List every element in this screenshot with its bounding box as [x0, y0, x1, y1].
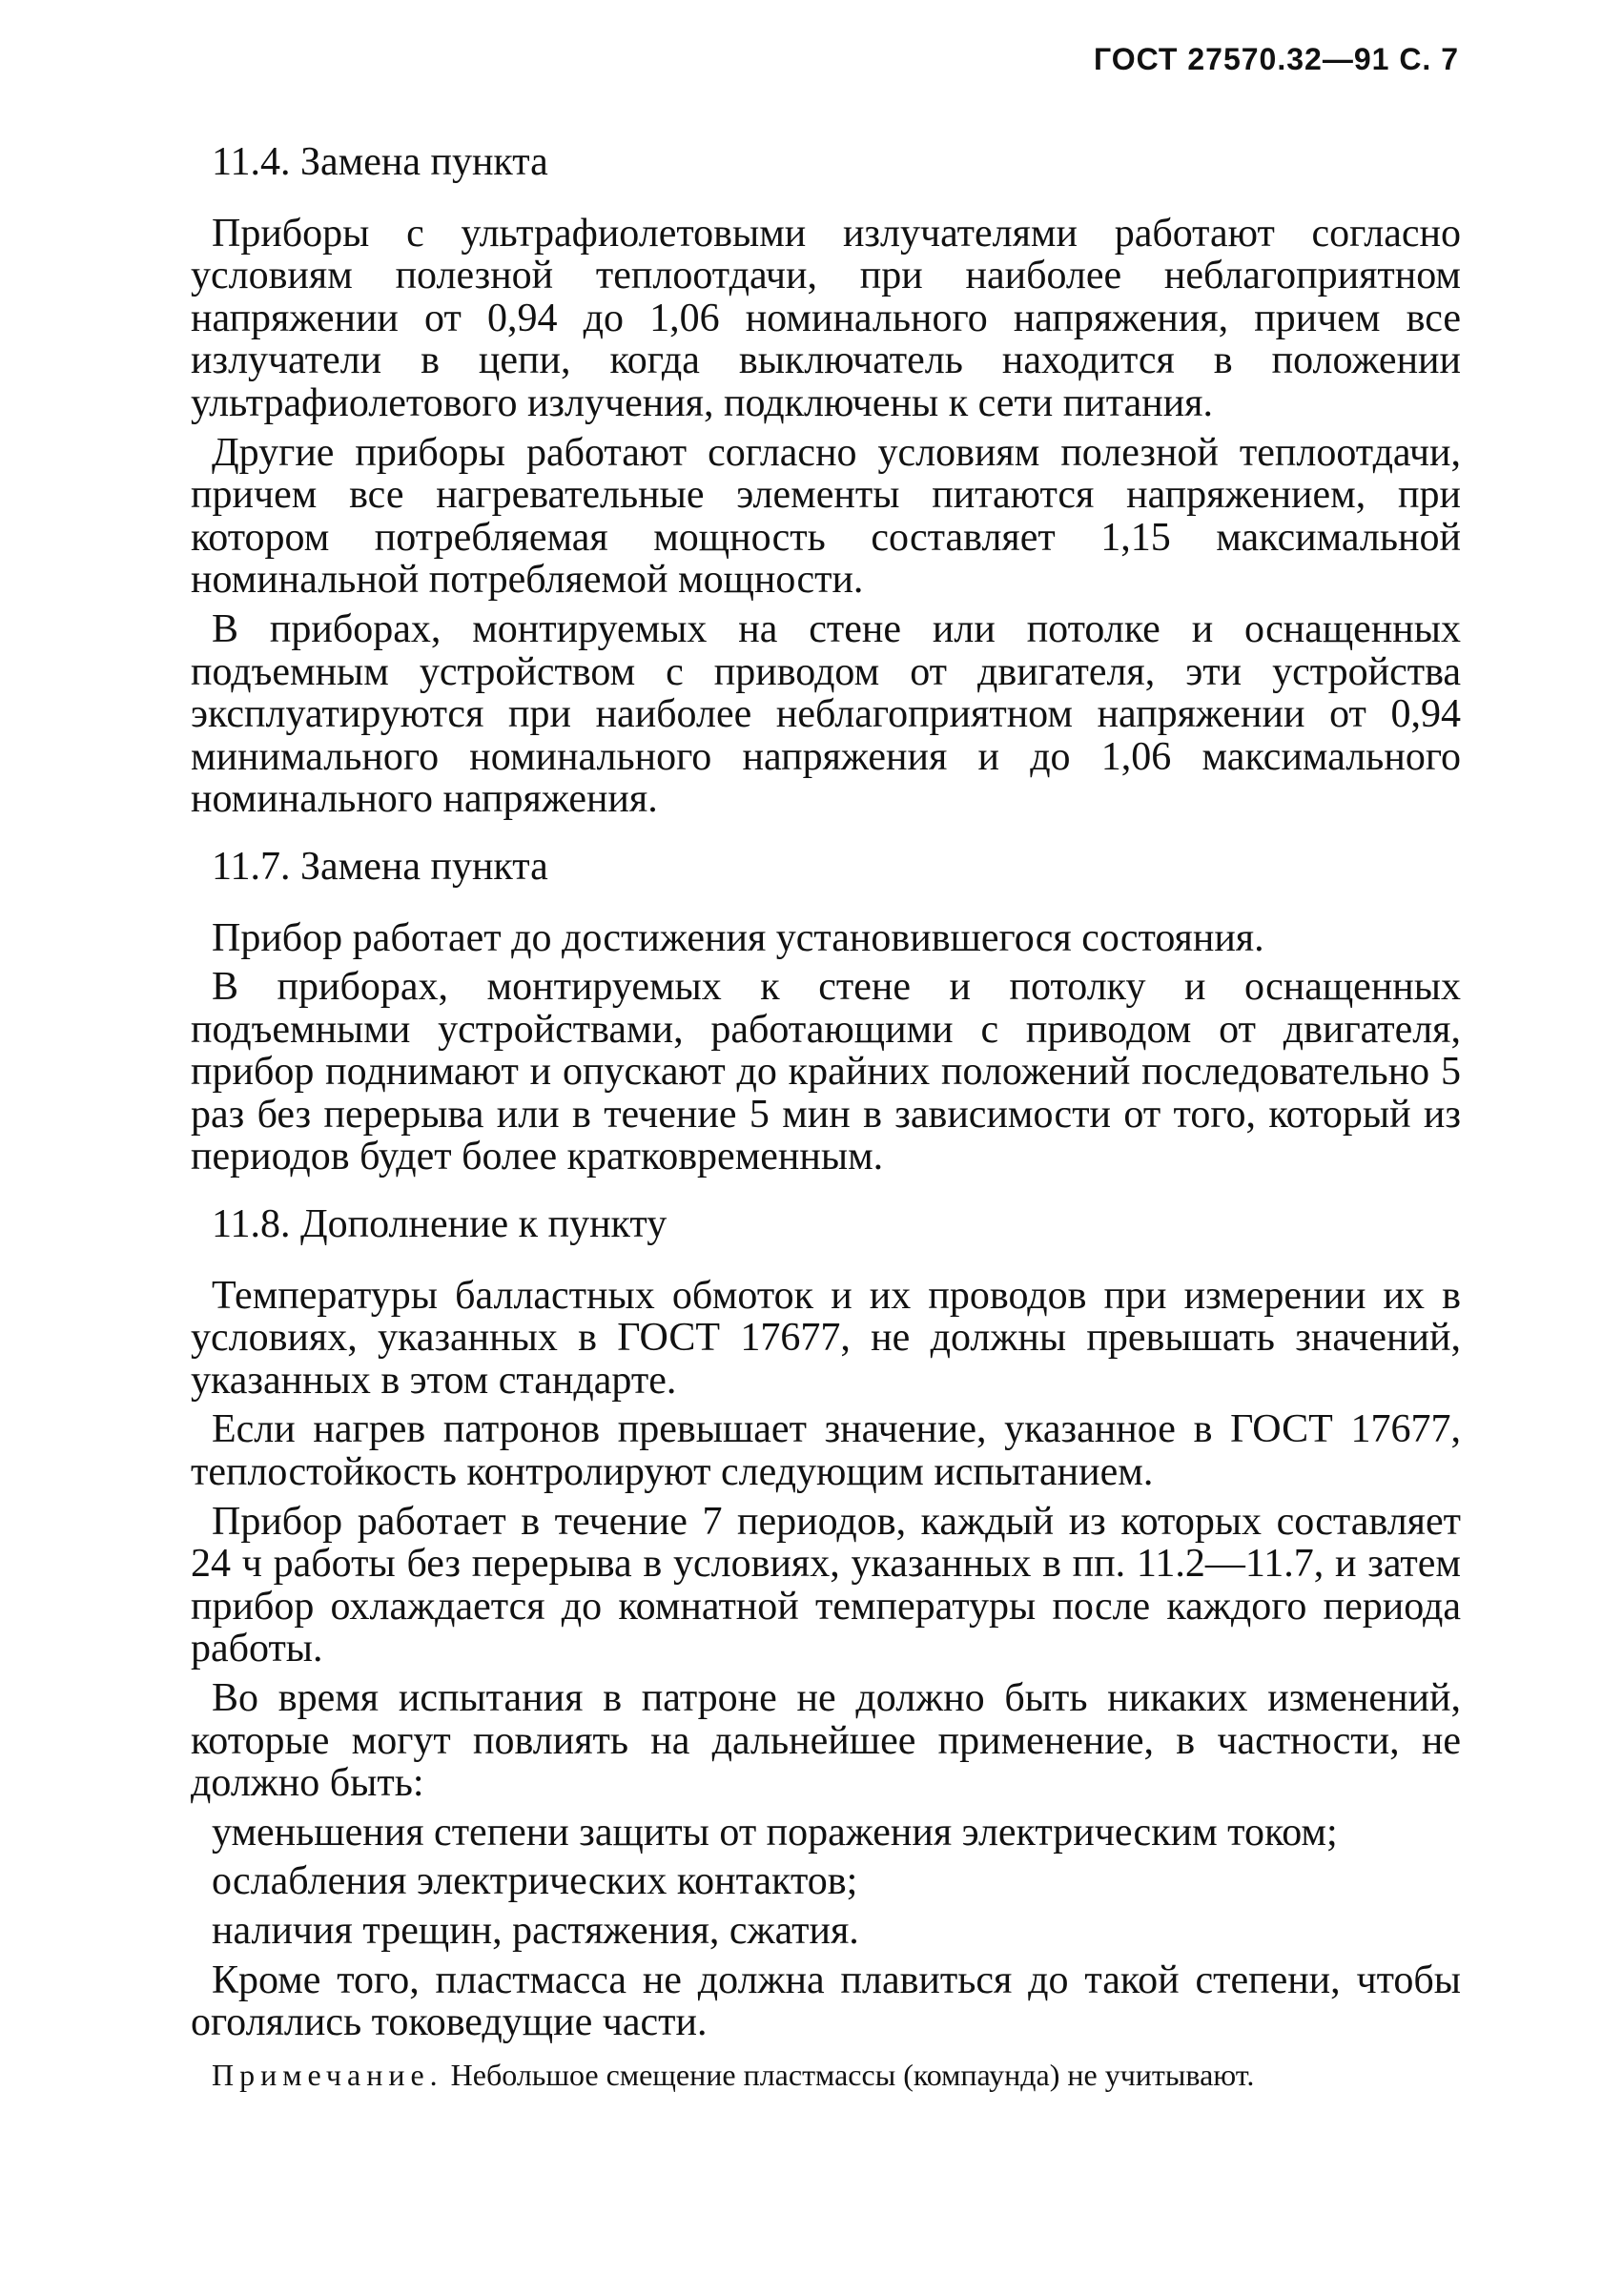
- section-heading-11-8: 11.8. Дополнение к пункту: [212, 1202, 668, 1247]
- paragraph: Если нагрев патронов превышает значение, указанное в ГОСТ 17677, теплостойкость контролируют следующим испытанием.: [191, 1407, 1461, 1495]
- note: [191, 2056, 1461, 2094]
- paragraph: Кроме того, пластмасса не должна плавиться до такой степени, чтобы оголялись токоведущие части.: [191, 1958, 1461, 2045]
- paragraph: В приборах, монтируемых к стене и потолку и оснащенных подъемными устройствами, работающими с приводом от двигателя, прибор поднимают и опускают до крайних положений последовательно 5 раз без перерыва или в течение 5 мин в зависимости от того, который из периодов будет более кратковременным.: [191, 965, 1461, 1179]
- paragraph: Прибор работает в течение 7 периодов, каждый из которых составляет 24 ч работы без перерыва в условиях, указанных в пп. 11.2—11.7, и затем прибор охлаждается до комнатной температуры после каждого периода работы.: [191, 1499, 1461, 1671]
- note-text: Небольшое смещение пластмассы (компаунда) не учитывают.: [442, 2057, 1255, 2092]
- section-heading-11-7: 11.7. Замена пункта: [212, 844, 548, 889]
- section-heading-11-4: 11.4. Замена пункта: [212, 140, 548, 184]
- paragraph: Во время испытания в патроне не должно быть никаких изменений, которые могут повлиять на дальнейшее применение, в частности, не должно быть:: [191, 1676, 1461, 1806]
- paragraph: Температуры балластных обмоток и их проводов при измерении их в условиях, указанных в ГОСТ 17677, не должны превышать значений, указанных в этом стандарте.: [191, 1273, 1461, 1403]
- list-item: наличия трещин, растяжения, сжатия.: [212, 1908, 859, 1953]
- paragraph: Приборы с ультрафиолетовыми излучателями работают согласно условиям полезной теплоотдачи, при наиболее неблагоприятном напряжении от 0,94 до 1,06 номинального напряжения, причем все излучатели в цепи, когда выключатель находится в положении ультрафиолетового излучения, подключены к сети питания.: [191, 211, 1461, 425]
- document-body: [191, 141, 1461, 2124]
- paragraph: В приборах, монтируемых на стене или потолке и оснащенных подъемным устройством с приводом от двигателя, эти устройства эксплуатируются при наиболее неблагоприятном напряжении от 0,94 минимального номинального напряжения и до 1,06 максимального номинального напряжения.: [191, 606, 1461, 822]
- list-item: уменьшения степени защиты от поражения электрическим током;: [212, 1810, 1338, 1855]
- list-item: ослабления электрических контактов;: [212, 1859, 858, 1904]
- note-label: Примечание.: [212, 2057, 443, 2092]
- page-header: ГОСТ 27570.32—91 С. 7: [1094, 42, 1459, 76]
- paragraph: Прибор работает до достижения установившегося состояния.: [212, 915, 1264, 960]
- paragraph: Другие приборы работают согласно условиям полезной теплоотдачи, причем все нагревательные элементы питаются напряжением, при котором потребляемая мощность составляет 1,15 максимальной номинальной потребляемой мощности.: [191, 430, 1461, 603]
